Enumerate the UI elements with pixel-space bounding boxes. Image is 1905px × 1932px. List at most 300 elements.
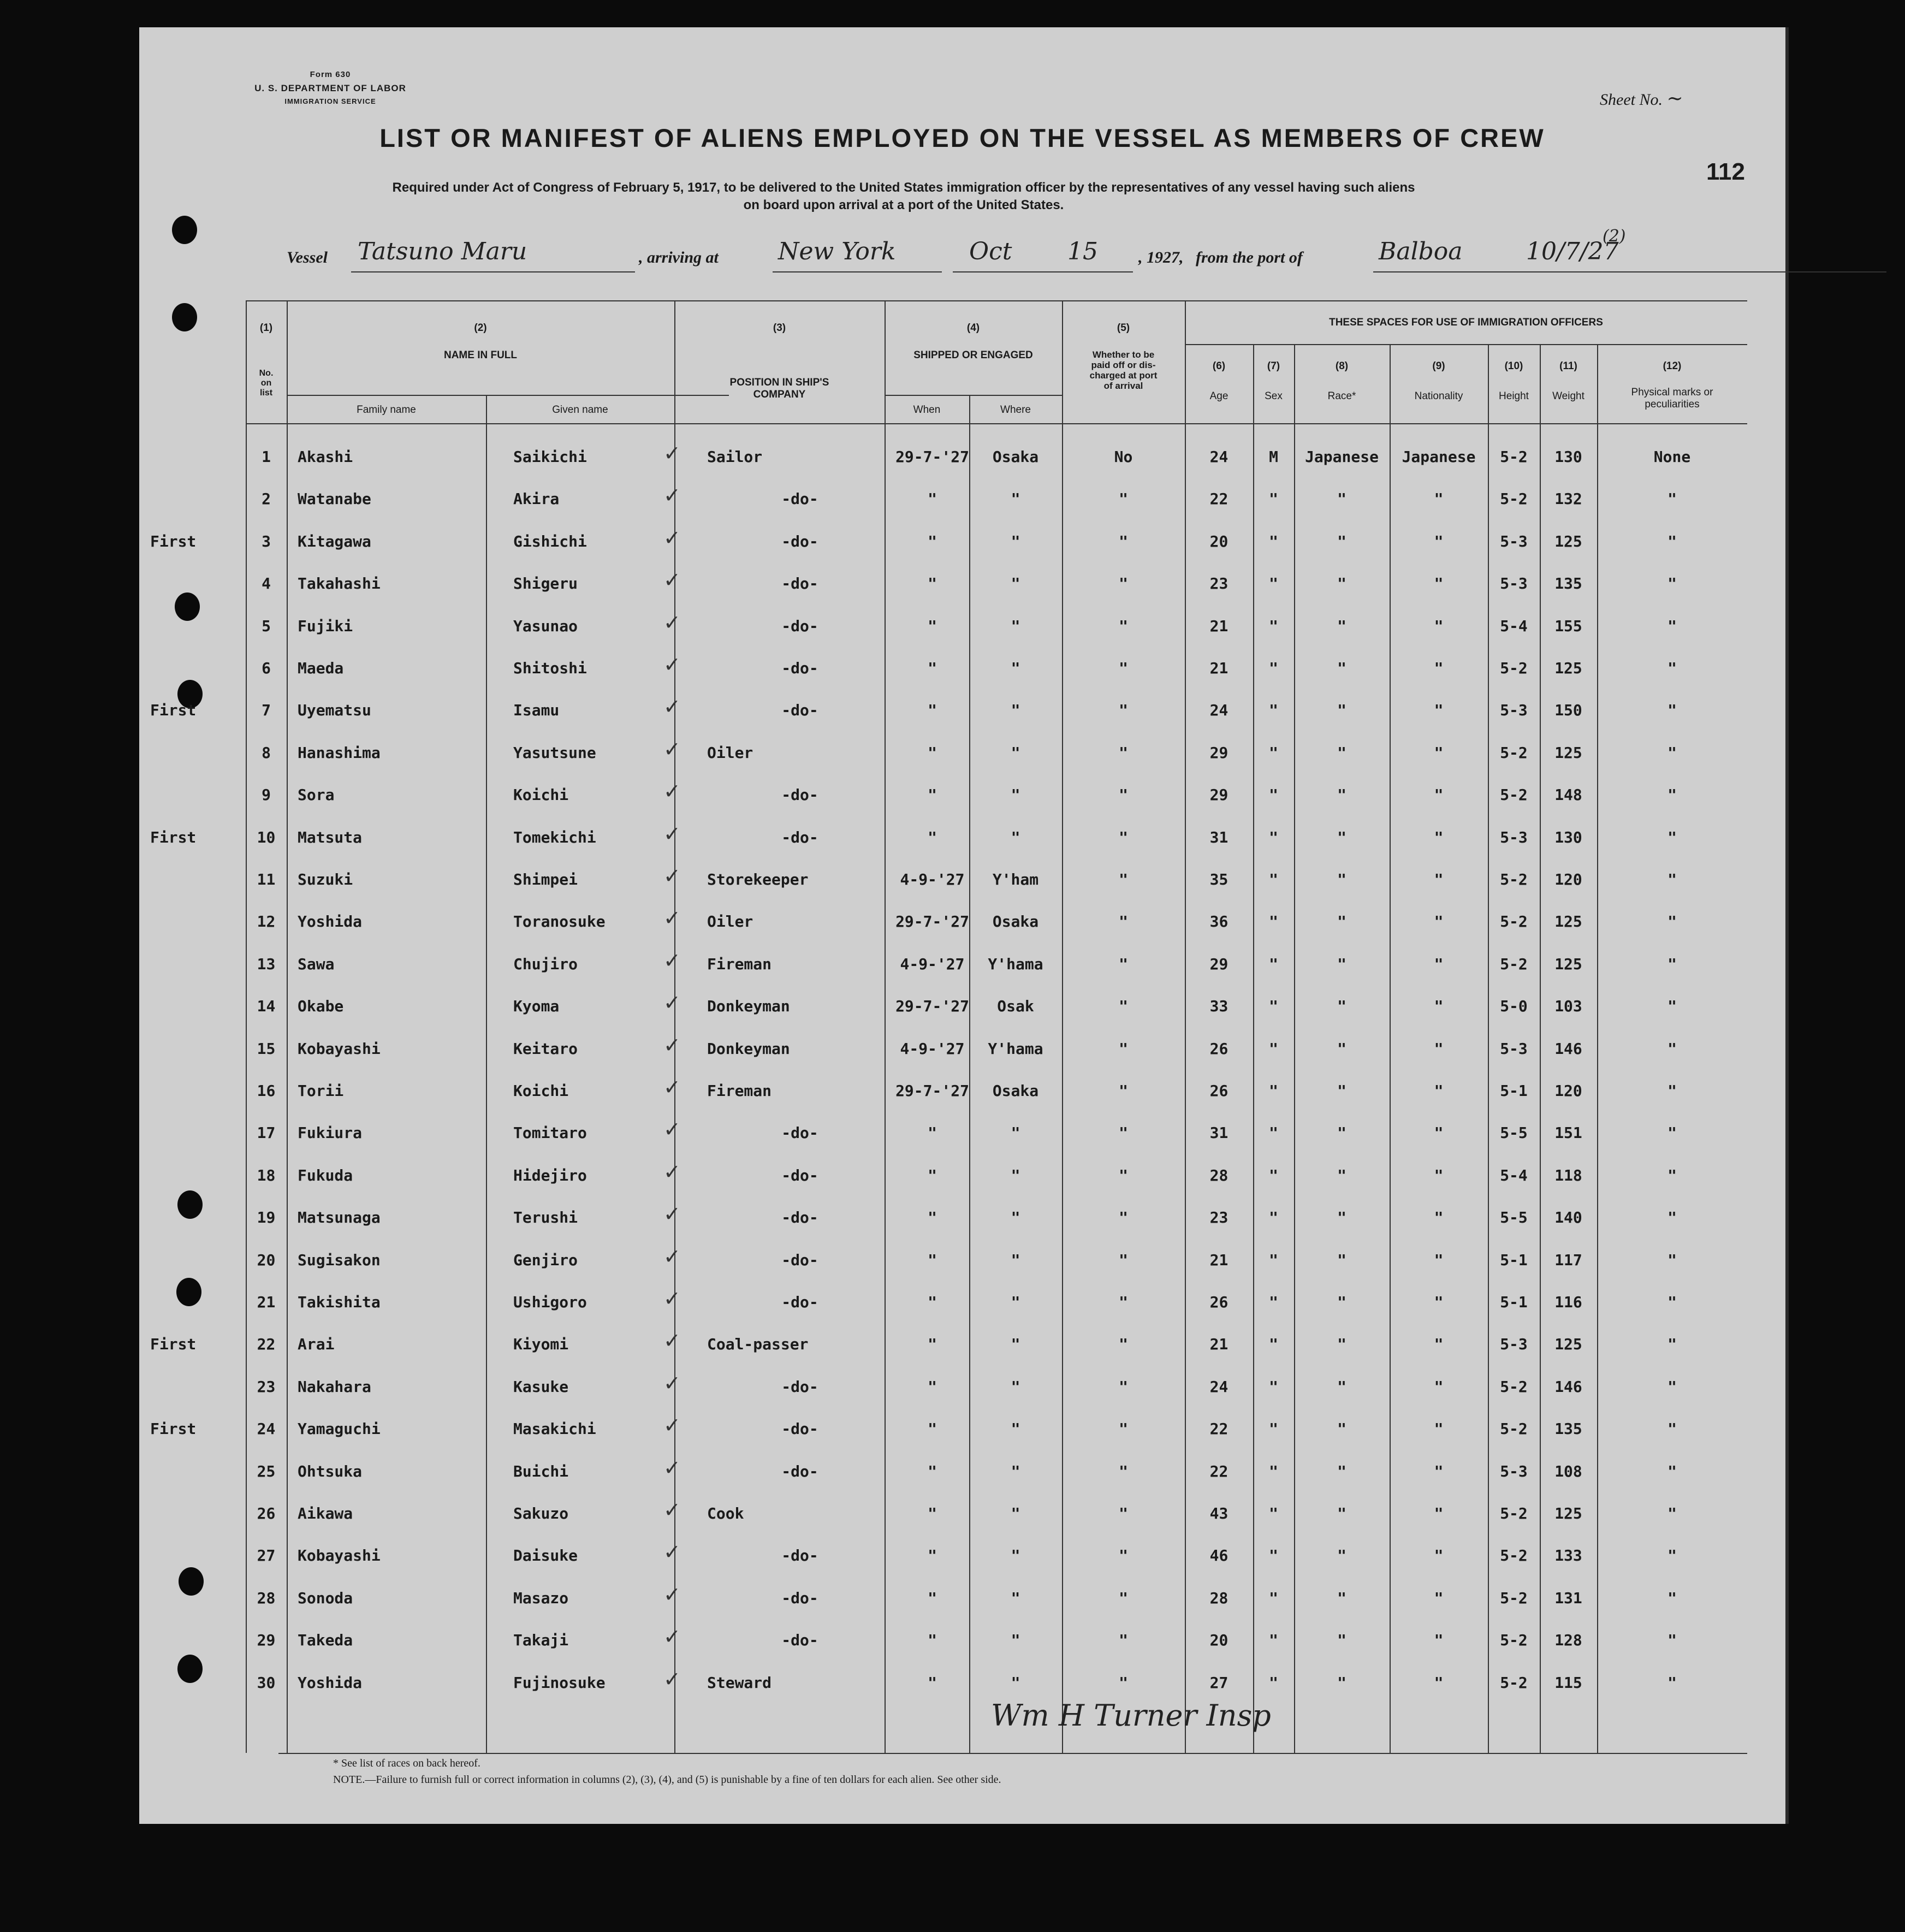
height: 5-1 [1500, 1082, 1528, 1100]
family-name: Takishita [298, 1293, 381, 1311]
given-name: Akira [513, 490, 560, 508]
paid-off: " [1119, 997, 1128, 1016]
row-number: 4 [262, 574, 271, 593]
nationality: " [1434, 786, 1444, 804]
paid-off: " [1119, 743, 1128, 762]
given-name: Toranosuke [513, 912, 606, 931]
sex: " [1269, 532, 1278, 550]
checkmark-icon: ✓ [663, 1117, 681, 1142]
given-name: Isamu [513, 701, 560, 720]
shipped-when: 4-9-'27 [900, 1039, 965, 1058]
given-name: Koichi [513, 786, 569, 804]
given-name: Kiyomi [513, 1335, 569, 1354]
vessel-name: Tatsuno Maru [358, 238, 527, 265]
shipped-where: Osaka [992, 912, 1039, 931]
col-1-number: (1) [259, 322, 273, 334]
shipped-when: " [928, 1462, 937, 1480]
age: 26 [1209, 1082, 1229, 1100]
race: " [1337, 617, 1346, 635]
checkmark-icon: ✓ [663, 906, 681, 931]
shipped-where: " [1011, 574, 1020, 593]
family-name: Torii [298, 1082, 344, 1100]
col-8-number: (8) [1335, 360, 1349, 372]
sex: M [1269, 448, 1278, 466]
race: " [1337, 997, 1346, 1016]
nationality: " [1434, 532, 1444, 550]
row-number: 23 [257, 1377, 276, 1396]
checkmark-icon: ✓ [663, 610, 681, 635]
nationality: " [1434, 1589, 1444, 1607]
paid-off: " [1119, 1504, 1128, 1522]
weight: 125 [1554, 659, 1582, 677]
col-9-number: (9) [1432, 360, 1445, 372]
family-name: Sugisakon [298, 1251, 381, 1269]
age: 24 [1209, 448, 1229, 466]
weight: 120 [1554, 870, 1582, 888]
physical-marks: " [1667, 1589, 1677, 1607]
paid-off: " [1119, 955, 1128, 973]
first-visit-mark: First [150, 1335, 197, 1354]
nationality: " [1434, 574, 1444, 593]
row-number: 16 [257, 1082, 276, 1100]
family-name: Fukuda [298, 1166, 353, 1184]
position: Coal-passer [707, 1335, 809, 1354]
shipped-where: " [1011, 1124, 1020, 1142]
age: 20 [1209, 532, 1229, 550]
position: Donkeyman [707, 1039, 790, 1058]
family-name: Takahashi [298, 574, 381, 593]
footnote-penalty: NOTE.—Failure to furnish full or correct information in columns (2), (3), (4), and (5) is punishable by a fine of ten dollars for each alien. See other side. [333, 1774, 1001, 1786]
shipped-where: " [1011, 1673, 1020, 1692]
physical-marks: " [1667, 1462, 1677, 1480]
shipped-where: " [1011, 1631, 1020, 1650]
height: 5-2 [1500, 912, 1528, 931]
given-name: Hidejiro [513, 1166, 587, 1184]
nationality: " [1434, 1124, 1444, 1142]
sex: " [1269, 617, 1278, 635]
col-11-number: (11) [1559, 360, 1577, 372]
row-number: 25 [257, 1462, 276, 1480]
height: 5-2 [1500, 1546, 1528, 1565]
nationality: " [1434, 1166, 1444, 1184]
checkmark-icon: ✓ [663, 525, 681, 550]
weight: 132 [1554, 490, 1582, 508]
checkmark-icon: ✓ [663, 1582, 681, 1607]
sex: " [1269, 1673, 1278, 1692]
weight: 135 [1554, 574, 1582, 593]
physical-marks: " [1667, 870, 1677, 888]
page-number: 112 [1706, 158, 1745, 185]
sex: " [1269, 1377, 1278, 1396]
paid-off: " [1119, 701, 1128, 720]
nationality: " [1434, 870, 1444, 888]
race: " [1337, 1631, 1346, 1650]
given-name: Shigeru [513, 574, 578, 593]
sex: " [1269, 1335, 1278, 1354]
row-number: 3 [262, 532, 271, 550]
physical-marks: " [1667, 1039, 1677, 1058]
row-number: 30 [257, 1673, 276, 1692]
family-name: Kitagawa [298, 532, 371, 550]
position: Sailor [707, 448, 763, 466]
shipped-when: 29-7-'27 [895, 997, 969, 1016]
position: -do- [781, 701, 818, 720]
row-number: 20 [257, 1251, 276, 1269]
family-name: Uyematsu [298, 701, 371, 720]
paid-off: " [1119, 828, 1128, 846]
shipped-where: " [1011, 617, 1020, 635]
physical-marks: " [1667, 617, 1677, 635]
nationality: " [1434, 701, 1444, 720]
nationality: " [1434, 490, 1444, 508]
checkmark-icon: ✓ [663, 737, 681, 761]
nationality: " [1434, 1208, 1444, 1227]
paid-off: " [1119, 1546, 1128, 1565]
position: Storekeeper [707, 870, 809, 888]
physical-marks: " [1667, 1082, 1677, 1100]
sex-header: Sex [1265, 390, 1283, 402]
nationality: " [1434, 1039, 1444, 1058]
position: Oiler [707, 912, 753, 931]
physical-marks: " [1667, 1335, 1677, 1354]
service: IMMIGRATION SERVICE [284, 97, 376, 105]
checkmark-icon: ✓ [663, 1202, 681, 1226]
sex: " [1269, 1420, 1278, 1438]
shipped-when: " [928, 574, 937, 593]
shipped-when: " [928, 1589, 937, 1607]
height: 5-3 [1500, 828, 1528, 846]
height: 5-4 [1500, 1166, 1528, 1184]
race: " [1337, 1335, 1346, 1354]
marks-header: Physical marks or peculiarities [1631, 387, 1713, 410]
race: " [1337, 574, 1346, 593]
row-number: 5 [262, 617, 271, 635]
position: Cook [707, 1504, 744, 1522]
position: -do- [781, 828, 818, 846]
from-port-label: from the port of [1196, 248, 1303, 266]
physical-marks: " [1667, 1504, 1677, 1522]
nationality: " [1434, 828, 1444, 846]
nationality: " [1434, 1631, 1444, 1650]
position: -do- [781, 1546, 818, 1565]
age: 28 [1209, 1589, 1229, 1607]
given-name-header: Given name [552, 404, 608, 416]
position: Steward [707, 1673, 772, 1692]
shipped-where: " [1011, 1208, 1020, 1227]
nationality: " [1434, 1546, 1444, 1565]
sex: " [1269, 1546, 1278, 1565]
given-name: Yasutsune [513, 743, 596, 762]
height: 5-5 [1500, 1124, 1528, 1142]
col-4-number: (4) [966, 322, 980, 334]
vessel-label: Vessel [287, 248, 328, 266]
family-name: Arai [298, 1335, 335, 1354]
race: " [1337, 1420, 1346, 1438]
age: 24 [1209, 701, 1229, 720]
sex: " [1269, 1462, 1278, 1480]
row-number: 10 [257, 828, 276, 846]
race: " [1337, 701, 1346, 720]
checkmark-icon: ✓ [663, 1033, 681, 1057]
physical-marks: " [1667, 701, 1677, 720]
weight: 151 [1554, 1124, 1582, 1142]
sex: " [1269, 1589, 1278, 1607]
first-visit-mark: First [150, 532, 197, 550]
subtitle-line-1: Required under Act of Congress of February 5, 1917, to be delivered to the United States immigration officer by the representatives of any vessel having such aliens [392, 180, 1415, 195]
arrival-month: Oct [969, 238, 1012, 265]
age: 28 [1209, 1166, 1229, 1184]
paid-off: " [1119, 1124, 1128, 1142]
weight: 125 [1554, 532, 1582, 550]
nationality: Japanese [1402, 448, 1476, 466]
shipped-when: " [928, 1208, 937, 1227]
shipped-when: " [928, 701, 937, 720]
shipped-when: " [928, 1377, 937, 1396]
shipped-where: " [1011, 1589, 1020, 1607]
paid-off: " [1119, 1166, 1128, 1184]
checkmark-icon: ✓ [663, 483, 681, 508]
age: 29 [1209, 786, 1229, 804]
physical-marks: " [1667, 1251, 1677, 1269]
weight: 130 [1554, 448, 1582, 466]
weight: 131 [1554, 1589, 1582, 1607]
col-7-number: (7) [1267, 360, 1280, 372]
physical-marks: " [1667, 828, 1677, 846]
shipped-where: Y'ham [992, 870, 1039, 888]
position: Fireman [707, 1082, 772, 1100]
shipped-when: " [928, 659, 937, 677]
weight: 135 [1554, 1420, 1582, 1438]
position: -do- [781, 1124, 818, 1142]
given-name: Masakichi [513, 1420, 596, 1438]
row-number: 7 [262, 701, 271, 720]
form-number: Form 630 [310, 70, 351, 79]
family-name: Fujiki [298, 617, 353, 635]
age: 29 [1209, 743, 1229, 762]
nationality: " [1434, 955, 1444, 973]
paid-off: " [1119, 1335, 1128, 1354]
height: 5-3 [1500, 701, 1528, 720]
row-number: 13 [257, 955, 276, 973]
physical-marks: None [1653, 448, 1691, 466]
paid-off: " [1119, 1673, 1128, 1692]
paid-off: " [1119, 1082, 1128, 1100]
family-name: Aikawa [298, 1504, 353, 1522]
shipped-where: Osaka [992, 448, 1039, 466]
physical-marks: " [1667, 1208, 1677, 1227]
position: Donkeyman [707, 997, 790, 1016]
checkmark-icon: ✓ [663, 1287, 681, 1311]
position: -do- [781, 1293, 818, 1311]
physical-marks: " [1667, 574, 1677, 593]
row-number: 24 [257, 1420, 276, 1438]
checkmark-icon: ✓ [663, 1371, 681, 1395]
given-name: Masazo [513, 1589, 569, 1607]
arrival-year: , 1927, [1138, 248, 1184, 266]
height: 5-1 [1500, 1251, 1528, 1269]
given-name: Chujiro [513, 955, 578, 973]
race: " [1337, 828, 1346, 846]
position: -do- [781, 617, 818, 635]
manifest-sheet [139, 27, 1789, 1824]
sex: " [1269, 659, 1278, 677]
weight: 108 [1554, 1462, 1582, 1480]
given-name: Kyoma [513, 997, 560, 1016]
height: 5-2 [1500, 1673, 1528, 1692]
race: " [1337, 490, 1346, 508]
given-name: Daisuke [513, 1546, 578, 1565]
punch-hole [179, 1567, 204, 1596]
shipped-where: " [1011, 1377, 1020, 1396]
age: 23 [1209, 574, 1229, 593]
given-name: Genjiro [513, 1251, 578, 1269]
shipped-when: " [928, 532, 937, 550]
row-number: 26 [257, 1504, 276, 1522]
checkmark-icon: ✓ [663, 1329, 681, 1353]
shipped-when: 29-7-'27 [895, 912, 969, 931]
height: 5-2 [1500, 1504, 1528, 1522]
nationality: " [1434, 659, 1444, 677]
height: 5-0 [1500, 997, 1528, 1016]
race: " [1337, 1293, 1346, 1311]
given-name: Ushigoro [513, 1293, 587, 1311]
race: " [1337, 912, 1346, 931]
nationality: " [1434, 1293, 1444, 1311]
race: " [1337, 955, 1346, 973]
physical-marks: " [1667, 786, 1677, 804]
height: 5-2 [1500, 1631, 1528, 1650]
position: -do- [781, 1251, 818, 1269]
shipped-where: " [1011, 1335, 1020, 1354]
checkmark-icon: ✓ [663, 568, 681, 592]
shipped-when: " [928, 1673, 937, 1692]
height: 5-2 [1500, 659, 1528, 677]
paid-off: " [1119, 1420, 1128, 1438]
shipped-when: 4-9-'27 [900, 955, 965, 973]
shipped-when: 29-7-'27 [895, 1082, 969, 1100]
row-number: 17 [257, 1124, 276, 1142]
family-name: Yoshida [298, 1673, 363, 1692]
height: 5-3 [1500, 532, 1528, 550]
physical-marks: " [1667, 1420, 1677, 1438]
age: 35 [1209, 870, 1229, 888]
position: -do- [781, 532, 818, 550]
age: 46 [1209, 1546, 1229, 1565]
weight: 116 [1554, 1293, 1582, 1311]
immigration-officers-header: THESE SPACES FOR USE OF IMMIGRATION OFFICERS [1329, 317, 1603, 328]
height-header: Height [1499, 390, 1529, 402]
shipped-where: " [1011, 743, 1020, 762]
given-name: Tomitaro [513, 1124, 587, 1142]
age: 29 [1209, 955, 1229, 973]
physical-marks: " [1667, 997, 1677, 1016]
weight-header: Weight [1552, 390, 1584, 402]
position: -do- [781, 1462, 818, 1480]
weight: 125 [1554, 912, 1582, 931]
row-number: 15 [257, 1039, 276, 1058]
age: 21 [1209, 659, 1229, 677]
age: 21 [1209, 1335, 1229, 1354]
shipped-when: 4-9-'27 [900, 870, 965, 888]
weight: 125 [1554, 743, 1582, 762]
race: " [1337, 1546, 1346, 1565]
physical-marks: " [1667, 659, 1677, 677]
height: 5-2 [1500, 1377, 1528, 1396]
shipped-when: " [928, 490, 937, 508]
race: " [1337, 1208, 1346, 1227]
col-3-number: (3) [773, 322, 786, 334]
physical-marks: " [1667, 1166, 1677, 1184]
shipped-where: " [1011, 659, 1020, 677]
shipped-when: " [928, 1166, 937, 1184]
given-name: Kasuke [513, 1377, 569, 1396]
given-name: Terushi [513, 1208, 578, 1227]
position: -do- [781, 1420, 818, 1438]
row-number: 29 [257, 1631, 276, 1650]
shipped-where: " [1011, 1293, 1020, 1311]
physical-marks: " [1667, 955, 1677, 973]
race: " [1337, 1377, 1346, 1396]
first-visit-mark: First [150, 701, 197, 720]
physical-marks: " [1667, 1631, 1677, 1650]
height: 5-2 [1500, 743, 1528, 762]
checkmark-icon: ✓ [663, 441, 681, 465]
sex: " [1269, 1124, 1278, 1142]
family-name: Yamaguchi [298, 1420, 381, 1438]
height: 5-5 [1500, 1208, 1528, 1227]
row-number: 21 [257, 1293, 276, 1311]
checkmark-icon: ✓ [663, 1244, 681, 1269]
given-name: Sakuzo [513, 1504, 569, 1522]
race: " [1337, 1166, 1346, 1184]
row-number: 14 [257, 997, 276, 1016]
weight: 146 [1554, 1039, 1582, 1058]
given-name: Yasunao [513, 617, 578, 635]
race: " [1337, 1251, 1346, 1269]
punch-hole [175, 592, 200, 621]
first-visit-mark: First [150, 1420, 197, 1438]
age: 31 [1209, 1124, 1229, 1142]
vessel-line [287, 227, 1886, 276]
age: 27 [1209, 1673, 1229, 1692]
position: Fireman [707, 955, 772, 973]
checkmark-icon: ✓ [663, 1455, 681, 1480]
age: 33 [1209, 997, 1229, 1016]
first-visit-mark: First [150, 828, 197, 846]
given-name: Koichi [513, 1082, 569, 1100]
departure-port: Balboa [1379, 238, 1463, 265]
paid-off: " [1119, 532, 1128, 550]
shipped-where: " [1011, 828, 1020, 846]
shipped-where: Y'hama [988, 1039, 1043, 1058]
shipped-when: " [928, 743, 937, 762]
shipped-where: " [1011, 1462, 1020, 1480]
row-number: 9 [262, 786, 271, 804]
department: U. S. DEPARTMENT OF LABOR [254, 83, 406, 93]
weight: 130 [1554, 828, 1582, 846]
position: -do- [781, 786, 818, 804]
family-name: Fukiura [298, 1124, 363, 1142]
arriving-label: , arriving at [639, 248, 719, 266]
punch-hole [172, 216, 197, 244]
position: -do- [781, 574, 818, 593]
race: " [1337, 1589, 1346, 1607]
row-number: 1 [262, 448, 271, 466]
race: " [1337, 1673, 1346, 1692]
race: " [1337, 1124, 1346, 1142]
nationality: " [1434, 1504, 1444, 1522]
sex: " [1269, 997, 1278, 1016]
